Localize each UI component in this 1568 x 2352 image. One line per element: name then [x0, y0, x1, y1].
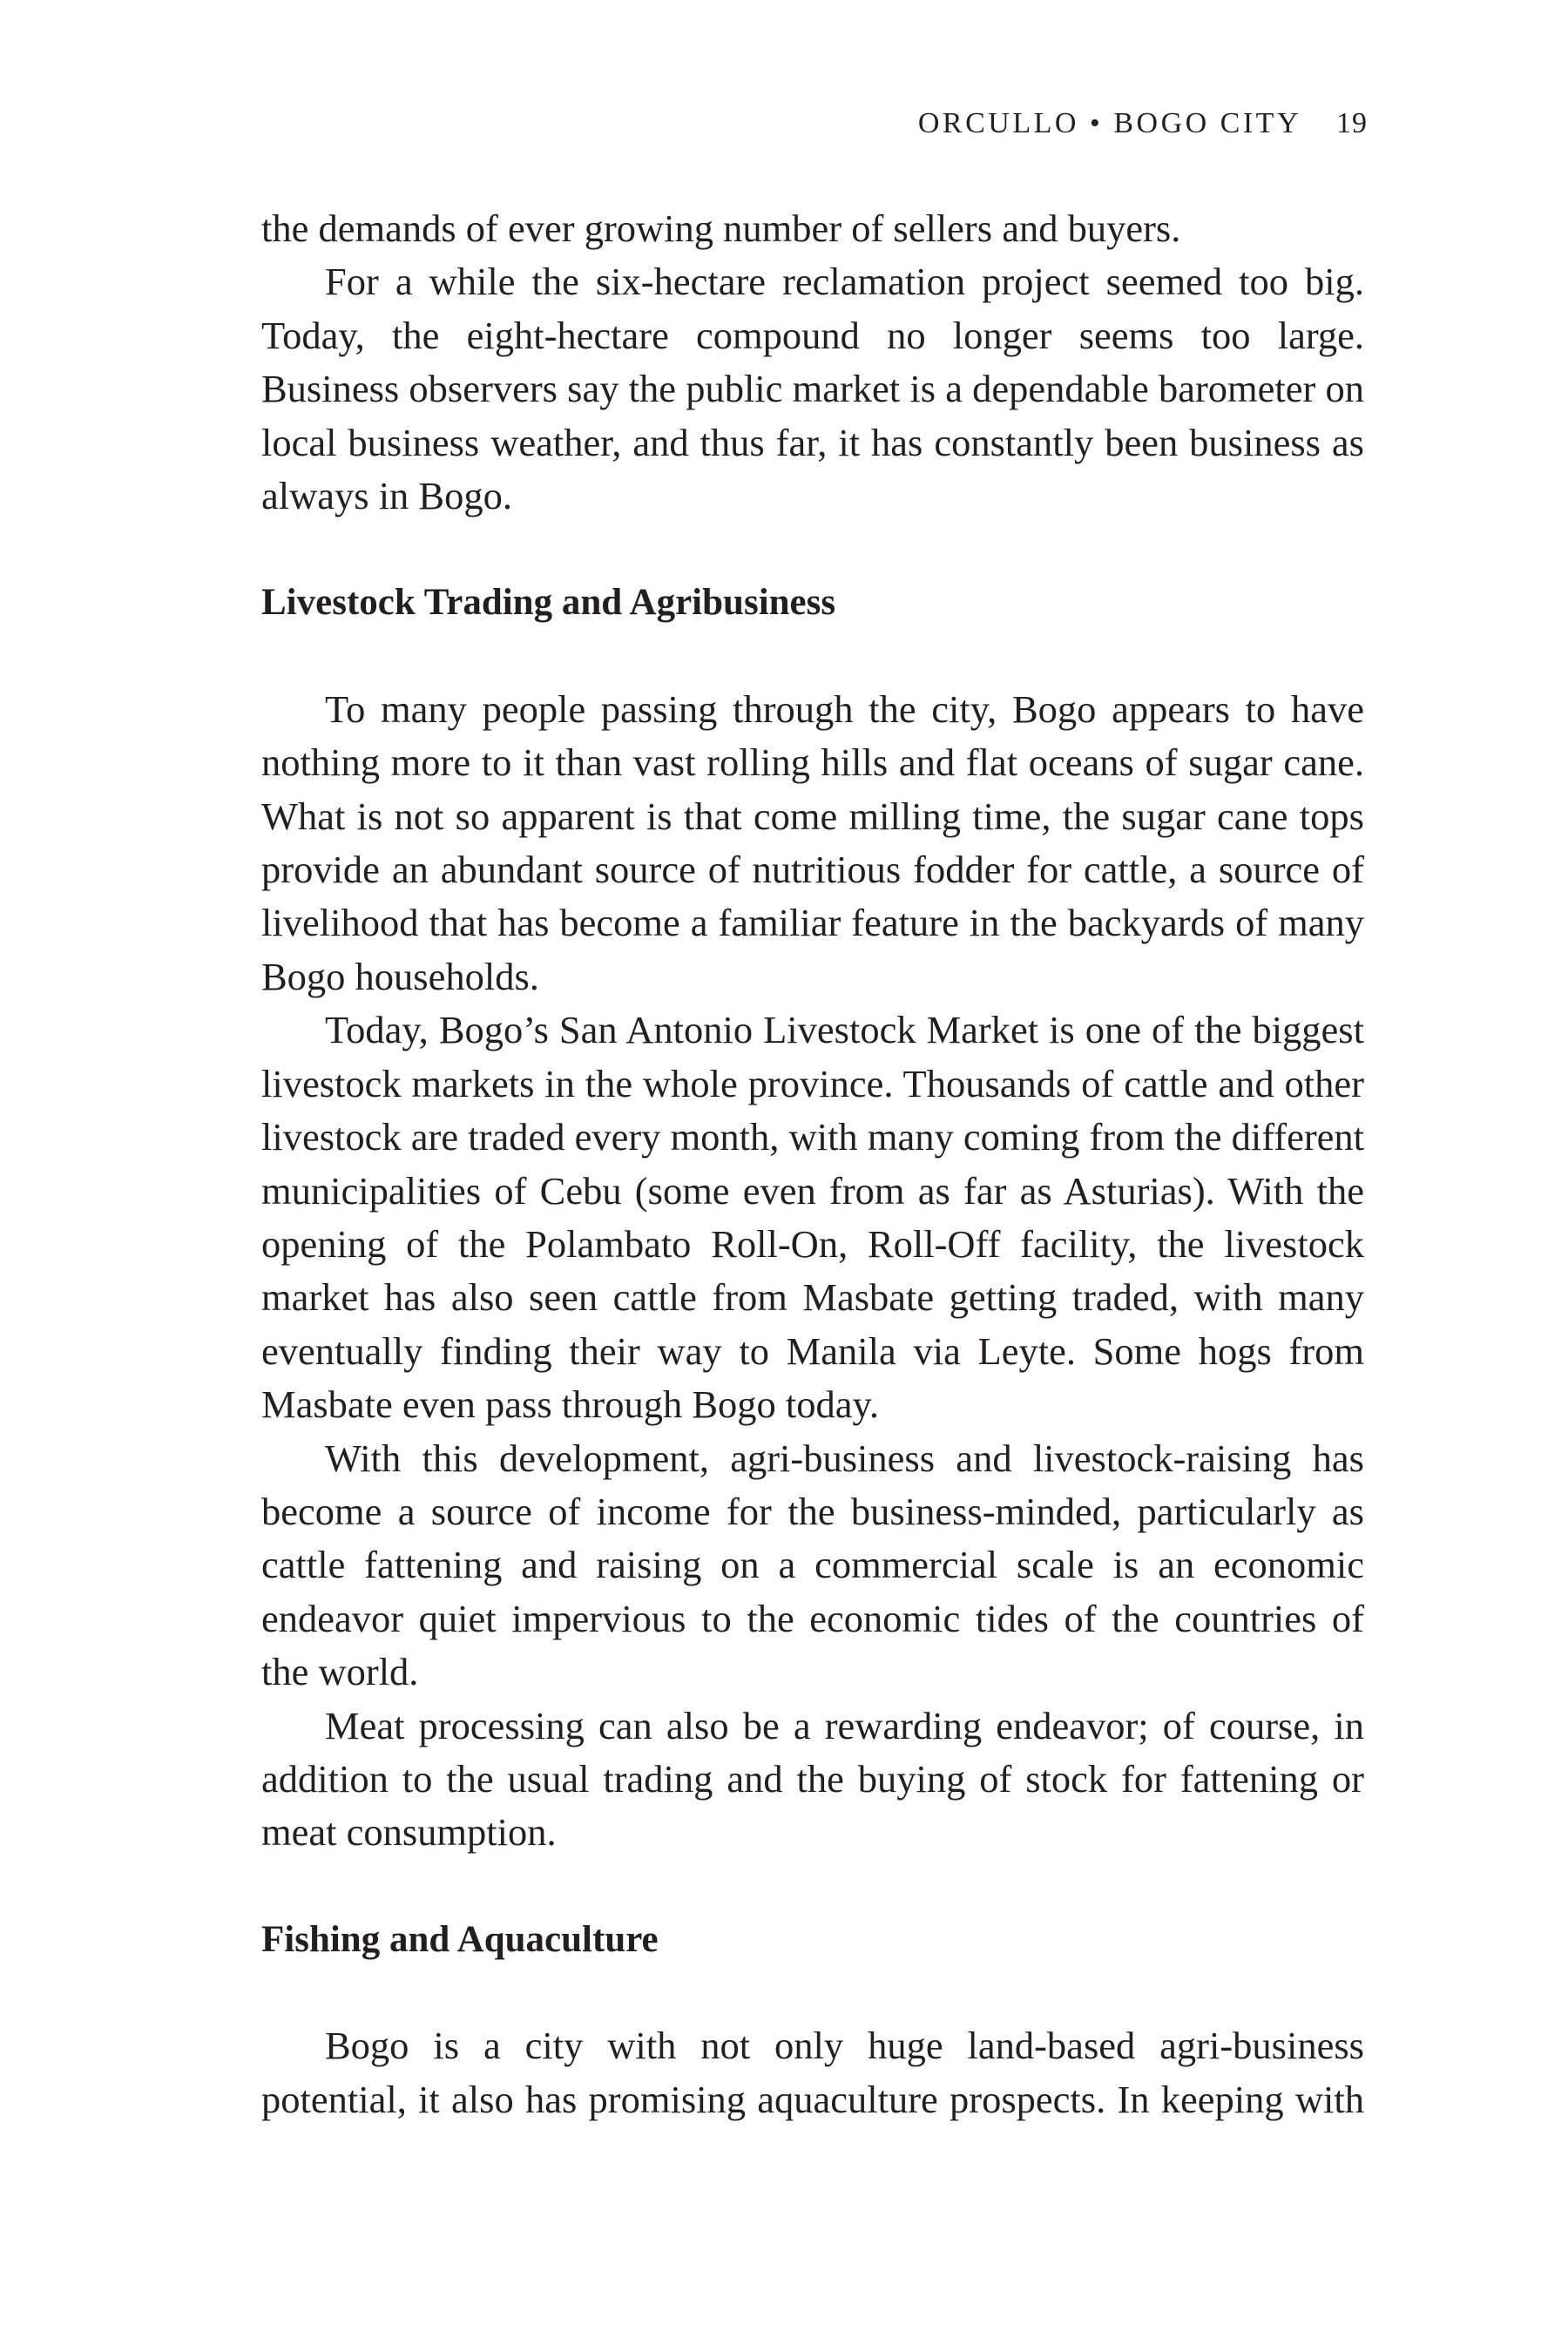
continued-paragraph: the demands of ever growing number of sellers and buyers.: [261, 206, 1181, 250]
paragraph: To many people passing through the city, Bogo appears to have nothing more to it than vast rolling hills and flat oceans of sugar cane. What is not so apparent is that come milling time, the sugar cane tops provide an abundant source of nutritious fodder for cattle, a source of livelihood that has become a familiar feature in the backyards of many Bogo households.: [261, 686, 1364, 998]
paragraph: Bogo is a city with not only huge land-based agri-business potential, it also has promising aquaculture prospects. In keeping with: [261, 2024, 1364, 2121]
body-text: [261, 202, 1364, 2126]
running-title: ORCULLO • BOGO CITY: [917, 107, 1301, 139]
section-heading-livestock: Livestock Trading and Agribusiness: [261, 582, 836, 624]
paragraph: For a while the six-hectare reclamation project seemed too big. Today, the eight-hectare compound no longer seems too large. Business observers say the public market is a dependable barometer on local business weather, and thus far, it has constantly been business as always in Bogo.: [261, 260, 1364, 518]
page-number: 19: [1336, 107, 1368, 139]
running-header: [261, 98, 1368, 150]
paragraph: With this development, agri-business and livestock-raising has become a source of income for the business-minded, particularly as cattle fattening and raising on a commercial scale is an economic endeavor quiet impervious to the economic tides of the countries of the world.: [261, 1436, 1364, 1694]
paragraph: Today, Bogo’s San Antonio Livestock Market is one of the biggest livestock markets in the whole province. Thousands of cattle and other livestock are traded every month, with many coming from the different municipalities of Cebu (some even from as far as Asturias). With the opening of the Polambato Roll-On, Roll-Off facility, the livestock market has also seen cattle from Masbate getting traded, with many eventually finding their way to Manila via Leyte. Some hogs from Masbate even pass through Bogo today.: [261, 1008, 1364, 1427]
paragraph: Meat processing can also be a rewarding endeavor; of course, in addition to the usual trading and the buying of stock for fattening or meat consumption.: [261, 1703, 1364, 1855]
section-heading-fishing: Fishing and Aquaculture: [261, 1918, 659, 1960]
